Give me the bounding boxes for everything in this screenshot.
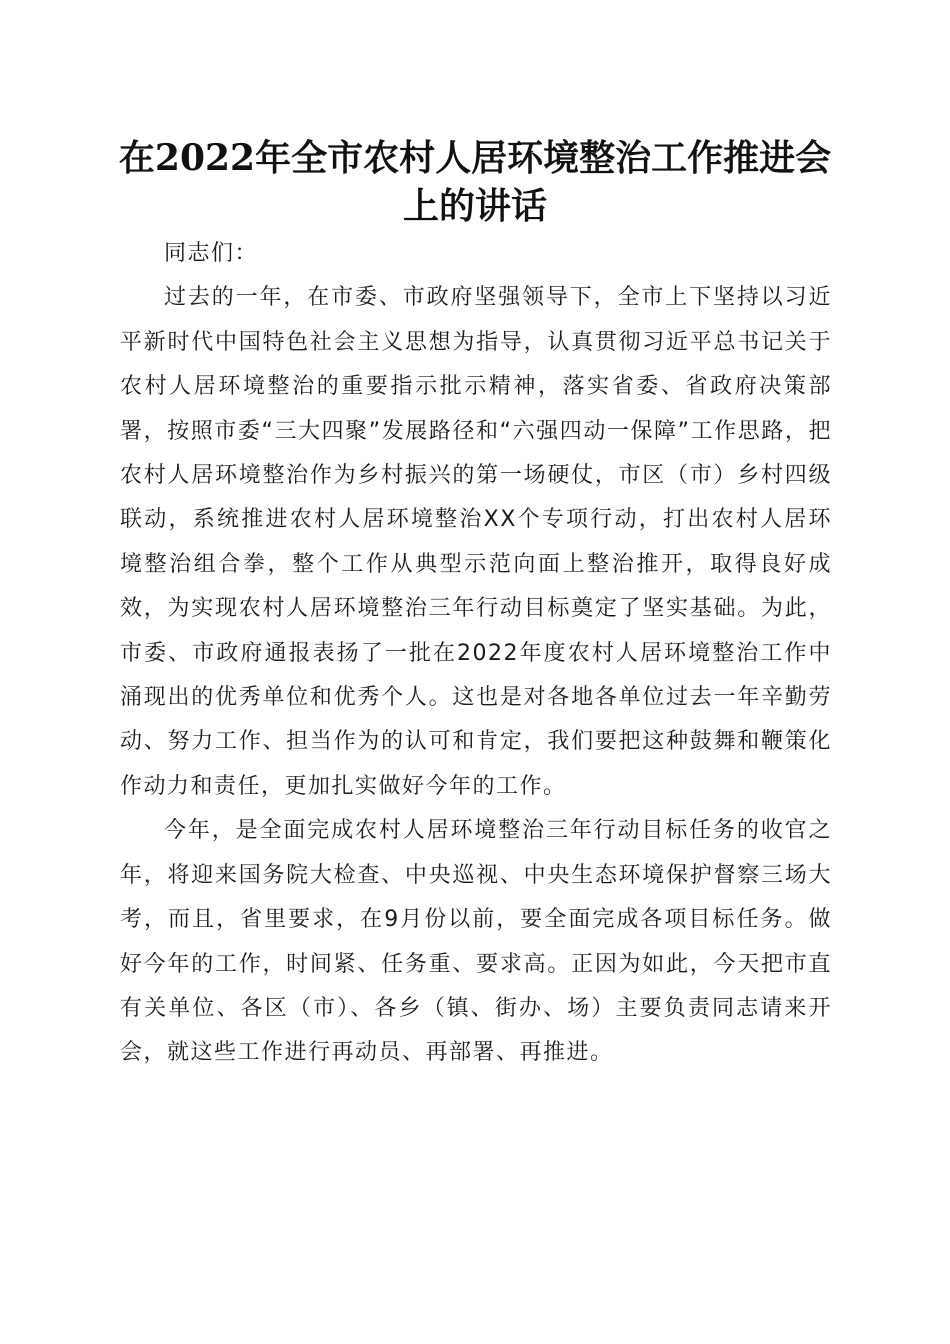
title-line-1: 在2022年全市农村人居环境整治工作推进会 — [118, 137, 832, 179]
paragraph-2: 今年，是全面完成农村人居环境整治三年行动目标任务的收官之年，将迎来国务院大检查、中央巡视、中央生态环境保护督察三场大考，而且，省里要求，在9月份以前，要全面完成各项目标任务。做好今年的工作，时间紧、任务重、要求高。正因为如此，今天把市直有关单位、各区（市）、各乡（镇、街办、场）主要负责同志请来开会，就这些工作进行再动员、再部署、再推进。 — [120, 818, 832, 1066]
paragraph-1: 过去的一年，在市委、市政府坚强领导下，全市上下坚持以习近平新时代中国特色社会主义思想为指导，认真贯彻习近平总书记关于农村人居环境整治的重要指示批示精神，落实省委、省政府决策部署，按照市委“三大四聚”发展路径和“六强四动一保障”工作思路，把农村人居环境整治作为乡村振兴的第一场硬仗，市区（市）乡村四级联动，系统推进农村人居环境整治XX个专项行动，打出农村人居环境整治组合拳，整个工作从典型示范向面上整治推开，取得良好成效，为实现农村人居环境整治三年行动目标奠定了坚实基础。为此，市委、市政府通报表扬了一批在2022年度农村人居环境整治工作中涌现出的优秀单位和优秀个人。这也是对各地各单位过去一年辛勤劳动、努力工作、担当作为的认可和肯定，我们要把这种鼓舞和鞭策化作动力和责任，更加扎实做好今年的工作。 — [120, 285, 832, 799]
title-line-2: 上的讲话 — [402, 185, 547, 227]
salutation: 同志们： — [164, 241, 259, 266]
document-title — [100, 134, 850, 230]
document-body — [120, 232, 832, 1076]
